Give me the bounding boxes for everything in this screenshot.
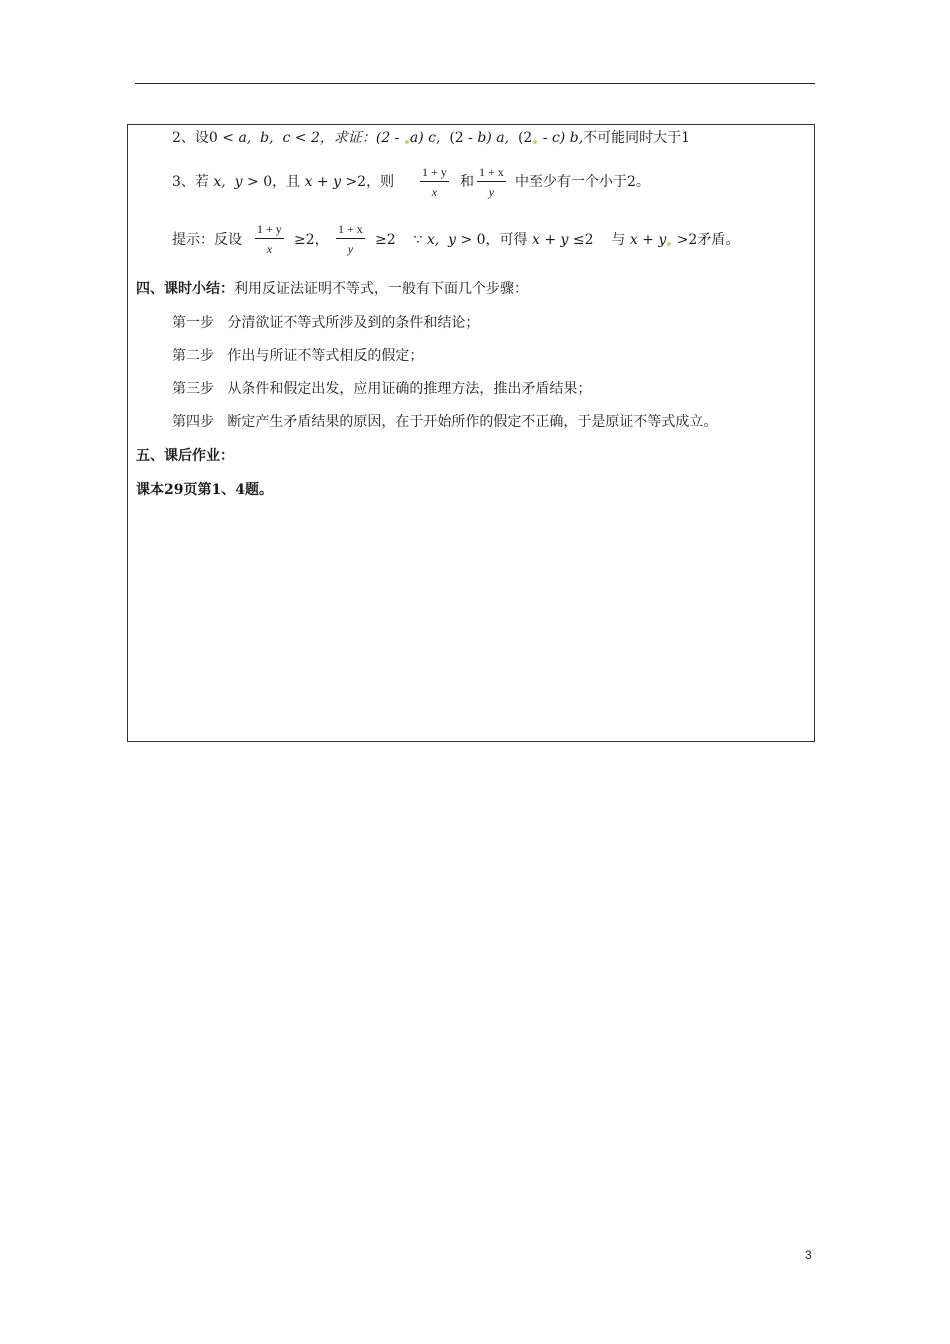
expr-x-plus-y-2: x + y bbox=[629, 232, 667, 248]
content-box bbox=[127, 124, 815, 742]
hint-fraction-1 bbox=[255, 222, 284, 256]
fraction-numerator: 1 + y bbox=[255, 222, 284, 239]
problem-2-mid: c < 2，求证：(2 - bbox=[282, 130, 400, 146]
hint-le2: ≤2 bbox=[572, 232, 594, 248]
step-4 bbox=[172, 412, 717, 432]
hint-ge2b: ≥2 bbox=[375, 232, 396, 248]
hint-with: 与 bbox=[611, 232, 626, 248]
step-label: 第三步 bbox=[172, 381, 214, 397]
var-x: x, bbox=[213, 174, 226, 190]
homework-text: 课本29页第1、4题。 bbox=[136, 482, 273, 498]
annotation-mark bbox=[667, 242, 671, 246]
var-a2: a) bbox=[409, 130, 424, 146]
step-text: 从条件和假定出发，应用证确的推理方法，推出矛盾结果； bbox=[227, 381, 592, 397]
annotation-mark bbox=[533, 140, 537, 144]
problem-3-gt2: >2，则 bbox=[345, 174, 395, 190]
section-4-title: 四、课时小结： bbox=[136, 281, 234, 297]
problem-3-suffix: 中至少有一个小于2。 bbox=[515, 174, 650, 190]
hint-gt0: > 0，可得 bbox=[460, 232, 528, 248]
problem-2 bbox=[172, 128, 690, 148]
expr-x-plus-y: x + y bbox=[304, 174, 341, 190]
var-x: x, bbox=[426, 232, 440, 248]
fraction-denominator: y bbox=[488, 185, 495, 199]
section-4-text: 利用反证法证明不等式，一般有下面几个步骤： bbox=[234, 281, 528, 297]
var-y: y bbox=[448, 232, 457, 248]
var-y: y bbox=[234, 174, 243, 190]
problem-2-mid3: (2 bbox=[517, 130, 533, 146]
problem-2-suffix: 不可能同时大于1 bbox=[583, 130, 691, 146]
step-text: 分清欲证不等式所涉及到的条件和结论； bbox=[227, 315, 480, 331]
var-a: a, bbox=[238, 130, 252, 146]
step-label: 第四步 bbox=[172, 414, 214, 430]
var-a3: a, bbox=[496, 130, 510, 146]
fraction-1-plus-y-over-x bbox=[420, 165, 449, 199]
section-4 bbox=[136, 279, 528, 299]
hint-prefix: 提示：反设 bbox=[172, 232, 242, 248]
problem-3-gt0: > 0，且 bbox=[247, 174, 301, 190]
hint-rest bbox=[375, 230, 739, 250]
problem-3 bbox=[172, 172, 394, 192]
problem-2-mid2: (2 - bbox=[449, 130, 473, 146]
var-b: b, bbox=[260, 130, 274, 146]
problem-2-prefix: 2、设0 < bbox=[172, 130, 234, 146]
step-1 bbox=[172, 313, 479, 333]
problem-3-prefix: 3、若 bbox=[172, 174, 209, 190]
because-symbol: ∵ bbox=[413, 232, 423, 248]
step-2 bbox=[172, 346, 423, 366]
fraction-denominator: y bbox=[347, 242, 354, 256]
fraction-numerator: 1 + x bbox=[336, 222, 365, 239]
problem-2-dash: - bbox=[542, 130, 548, 146]
hint-fraction-2 bbox=[336, 222, 365, 256]
hint-contradiction: >2矛盾。 bbox=[676, 232, 740, 248]
section-5-title: 五、课后作业： bbox=[136, 448, 234, 464]
step-label: 第一步 bbox=[172, 315, 214, 331]
step-text: 断定产生矛盾结果的原因，在于开始所作的假定不正确，于是原证不等式成立。 bbox=[227, 414, 718, 430]
hint-ge2a: ≥2， bbox=[294, 232, 329, 248]
annotation-mark bbox=[405, 140, 409, 144]
fraction-numerator: 1 + x bbox=[477, 165, 506, 182]
var-c1: c, bbox=[428, 130, 441, 146]
problem-3-and: 和 bbox=[460, 174, 474, 190]
fraction-denominator: x bbox=[431, 185, 438, 199]
var-c2: c) bbox=[551, 130, 566, 146]
var-b3: b, bbox=[569, 130, 584, 146]
header-rule bbox=[135, 83, 815, 84]
fraction-numerator: 1 + y bbox=[420, 165, 449, 182]
step-text: 作出与所证不等式相反的假定； bbox=[227, 348, 424, 364]
var-b2: b) bbox=[477, 130, 492, 146]
expr-x-plus-y: x + y bbox=[532, 232, 569, 248]
step-label: 第二步 bbox=[172, 348, 214, 364]
fraction-denominator: x bbox=[266, 242, 273, 256]
fraction-1-plus-x-over-y bbox=[477, 165, 506, 199]
step-3 bbox=[172, 379, 591, 399]
page-number: 3 bbox=[805, 1248, 812, 1262]
